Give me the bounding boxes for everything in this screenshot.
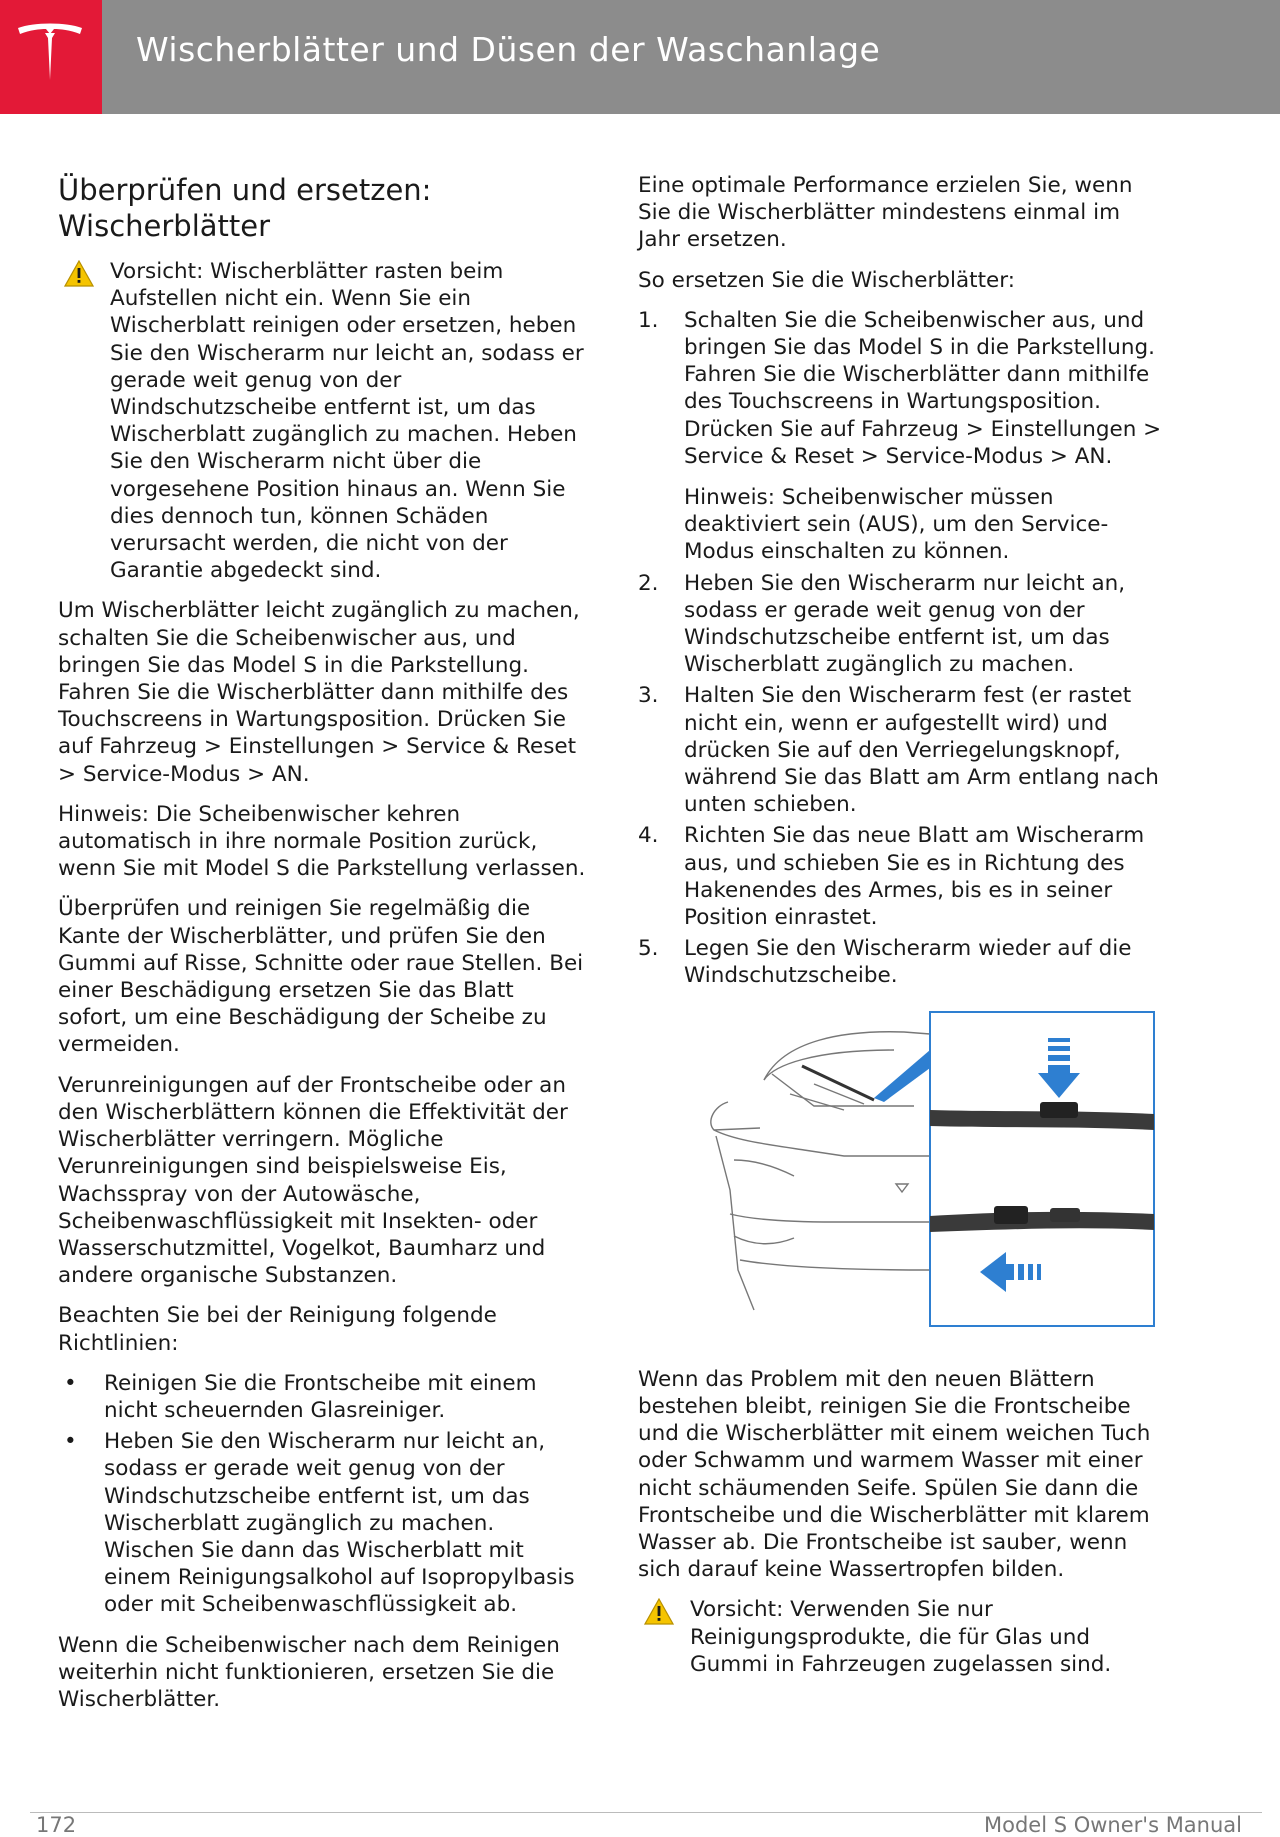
page-header	[0, 0, 1280, 114]
warning-icon	[644, 1598, 674, 1625]
caution-text: Vorsicht: Wischerblätter rasten beim Aufstellen nicht ein. Wenn Sie ein Wischerblatt reinigen oder ersetzen, heben Sie den Wischerarm nur leicht an, sodass er gerade weit genug von der Windschutzscheibe entfernt ist, um das Wischerblatt zugänglich zu machen. Heben Sie den Wischerarm nicht über die vorgesehene Position hinaus an. Wenn Sie dies dennoch tun, können Schäden verursacht werden, die nicht von der Garantie abgedeckt sind.	[110, 259, 584, 584]
paragraph: Um Wischerblätter leicht zugänglich zu machen, schalten Sie die Scheibenwischer aus, und bringen Sie das Model S in die Parkstellung. Fahren Sie die Wischerblätter dann mithilfe des Touchscreens in Wartungsposition. Drücken Sie auf Fahrzeug > Einstellungen > Service & Reset > Service-Modus > AN.	[58, 598, 580, 787]
manual-title: Model S Owner's Manual	[984, 1813, 1242, 1837]
list-item	[58, 1428, 586, 1618]
paragraph: Überprüfen und reinigen Sie regelmäßig die Kante der Wischerblätter, und prüfen Sie den Gummi auf Risse, Schnitte oder raue Stellen. Bei einer Beschädigung ersetzen Sie das Blatt sofort, um eine Beschädigung der Scheibe zu vermeiden.	[58, 896, 584, 1058]
tesla-logo-icon	[14, 20, 86, 86]
tesla-logo	[0, 0, 102, 114]
step-item	[638, 935, 1166, 989]
step-text: Legen Sie den Wischerarm wieder auf die Windschutzscheibe.	[684, 936, 1132, 989]
list-item	[58, 1370, 586, 1424]
page-number: 172	[36, 1813, 77, 1837]
step-list	[638, 307, 1166, 990]
step-note: Hinweis: Scheibenwischer müssen deaktiviert sein (AUS), um den Service-Modus einschalten zu können.	[684, 485, 1109, 565]
paragraph: So ersetzen Sie die Wischerblätter:	[638, 267, 1015, 293]
list-item-text: Reinigen Sie die Frontscheibe mit einem nicht scheuernden Glasreiniger.	[104, 1370, 537, 1423]
warning-icon	[64, 260, 94, 287]
page-title: Wischerblätter und Düsen der Waschanlage	[136, 30, 881, 69]
step-number: 3.	[638, 683, 659, 709]
caution-text: Vorsicht: Verwenden Sie nur Reinigungsprodukte, die für Glas und Gummi in Fahrzeugen zugelassen sind.	[690, 1597, 1112, 1677]
note-paragraph: Hinweis: Die Scheibenwischer kehren automatisch in ihre normale Position zurück, wenn Sie mit Model S die Parkstellung verlassen.	[58, 801, 586, 882]
right-column	[638, 172, 1166, 1691]
paragraph: Wenn das Problem mit den neuen Blättern bestehen bleibt, reinigen Sie die Frontscheibe und die Wischerblätter mit einem weichen Tuch oder Schwamm und warmem Wasser mit einer nicht schäumenden Seife. Spülen Sie dann die Frontscheibe und die Wischerblätter mit klarem Wasser ab. Die Frontscheibe ist sauber, wenn sich darauf keine Wassertropfen bilden.	[638, 1366, 1151, 1583]
step-text: Heben Sie den Wischerarm nur leicht an, sodass er gerade weit genug von der Windschutzscheibe entfernt ist, um das Wischerblatt zugänglich zu machen.	[684, 570, 1126, 678]
paragraph: Eine optimale Performance erzielen Sie, wenn Sie die Wischerblätter mindestens einmal im Jahr ersetzen.	[638, 173, 1133, 253]
step-item	[638, 682, 1166, 818]
step-item	[638, 307, 1166, 566]
wiper-arm-on-car	[802, 1066, 874, 1100]
step-item	[638, 822, 1166, 931]
caution-note	[638, 1596, 1166, 1678]
paragraph: Wenn die Scheibenwischer nach dem Reinigen weiterhin nicht funktionieren, ersetzen Sie die Wischerblätter.	[58, 1632, 560, 1712]
step-number: 5.	[638, 936, 659, 962]
step-number: 1.	[638, 307, 659, 333]
step-text: Richten Sie das neue Blatt am Wischerarm aus, und schieben Sie es in Richtung des Hakenendes des Armes, bis es in seiner Position einrastet.	[684, 823, 1145, 931]
bullet-marker: •	[64, 1370, 77, 1396]
wiper-replacement-figure	[694, 1010, 1156, 1328]
bullet-list	[58, 1370, 586, 1619]
step-text: Schalten Sie die Scheibenwischer aus, und bringen Sie das Model S in die Parkstellung. Fahren Sie die Wischerblätter dann mithilfe des Touchscreens in Wartungsposition. Drücken Sie auf Fahrzeug > Einstellungen > Service & Reset > Service-Modus > AN.	[684, 307, 1162, 469]
step-number: 4.	[638, 823, 659, 849]
list-item-text: Heben Sie den Wischerarm nur leicht an, sodass er gerade weit genug von der Windschutzscheibe entfernt ist, um das Wischerblatt zugänglich zu machen. Wischen Sie dann das Wischerblatt mit einem Reinigungsalkohol auf Isopropylbasis oder mit Scheibenwaschflüssigkeit ab.	[104, 1429, 575, 1618]
step-number: 2.	[638, 570, 659, 596]
step-text: Halten Sie den Wischerarm fest (er rastet nicht ein, wenn er aufgestellt wird) und drücken Sie auf den Verriegelungsknopf, während Sie das Blatt am Arm entlang nach unten schieben.	[684, 683, 1159, 818]
left-column	[58, 172, 586, 1726]
section-heading: Überprüfen und ersetzen: Wischerblätter	[58, 173, 432, 243]
paragraph: Verunreinigungen auf der Frontscheibe oder an den Wischerblättern können die Effektivität der Wischerblätter verringern. Mögliche Verunreinigungen sind beispielsweise Eis, Wachsspray von der Autowäsche, Scheibenwaschflüssigkeit mit Insekten- oder Wasserschutzmittel, Vogelkot, Baumharz und andere organische Substanzen.	[58, 1072, 568, 1289]
paragraph: Beachten Sie bei der Reinigung folgende Richtlinien:	[58, 1303, 497, 1356]
bullet-marker: •	[64, 1429, 77, 1455]
caution-note	[58, 258, 586, 584]
step-item	[638, 570, 1166, 679]
